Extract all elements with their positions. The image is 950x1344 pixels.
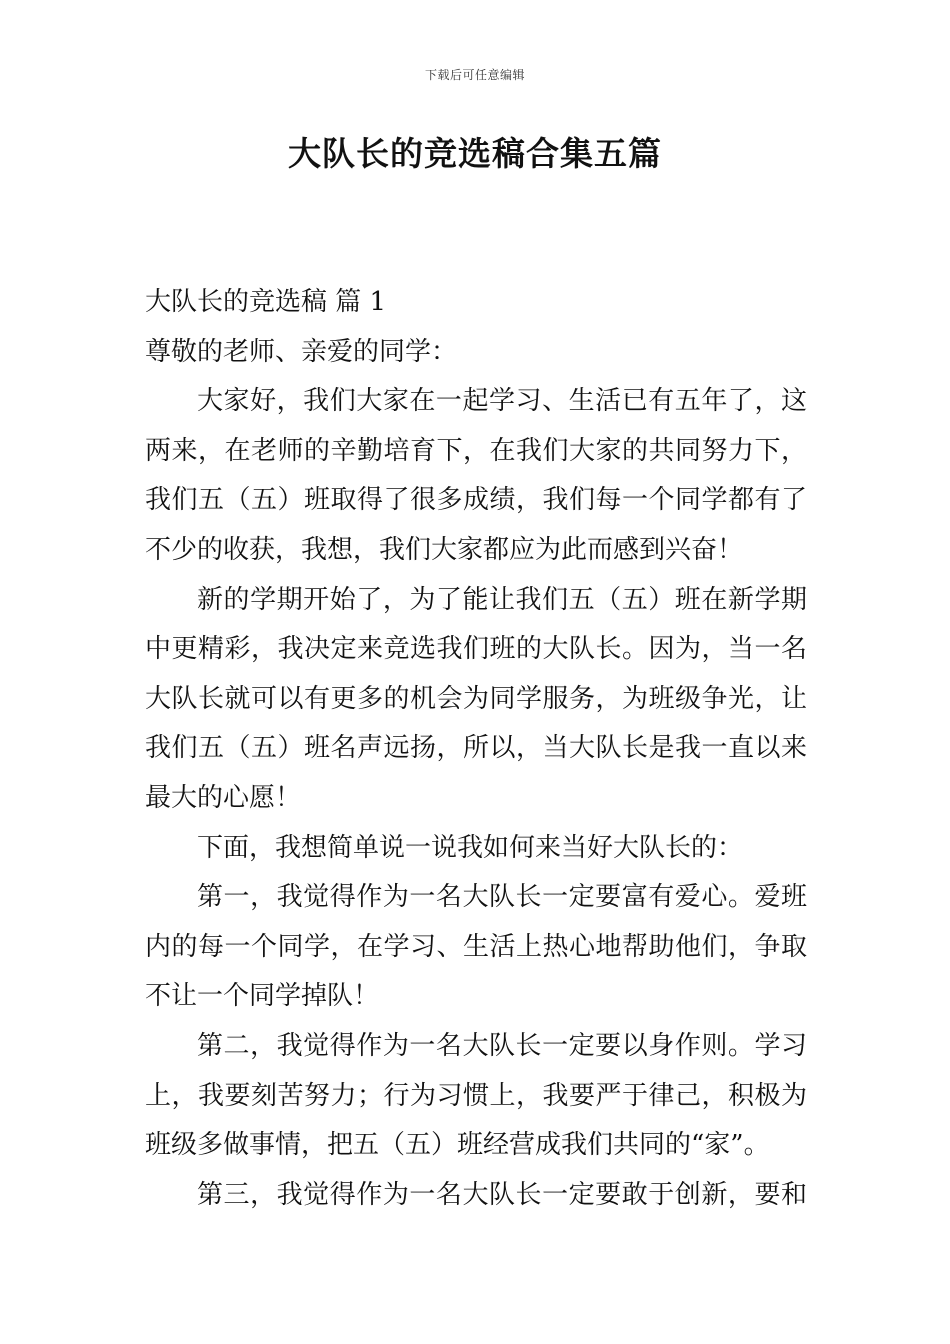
document-title: 大队长的竞选稿合集五篇 xyxy=(288,134,662,173)
body-line: 第二，我觉得作为一名大队长一定要以身作则。学习 xyxy=(197,1030,807,1061)
body-line: 大队长就可以有更多的机会为同学服务，为班级争光，让 xyxy=(145,683,807,714)
body-line: 新的学期开始了，为了能让我们五（五）班在新学期 xyxy=(197,584,807,615)
body-line: 两来，在老师的辛勤培育下，在我们大家的共同努力下， xyxy=(145,435,807,466)
body-line: 下面，我想简单说一说我如何来当好大队长的： xyxy=(197,832,744,863)
body-line: 大家好，我们大家在一起学习、生活已有五年了，这 xyxy=(197,386,807,417)
document-body xyxy=(145,278,807,1220)
body-line: 我们五（五）班名声远扬，所以，当大队长是我一直以来 xyxy=(145,733,807,764)
body-line: 中更精彩，我决定来竞选我们班的大队长。因为，当一名 xyxy=(145,634,807,665)
body-line: 第三，我觉得作为一名大队长一定要敢于创新，要和 xyxy=(197,1179,807,1210)
body-line: 第一，我觉得作为一名大队长一定要富有爱心。爱班 xyxy=(197,882,807,913)
body-line: 班级多做事情，把五（五）班经营成我们共同的“家”。 xyxy=(145,1130,770,1161)
body-line: 尊敬的老师、亲爱的同学： xyxy=(145,336,458,367)
body-line: 不让一个同学掉队！ xyxy=(145,981,380,1012)
body-line: 不少的收获，我想，我们大家都应为此而感到兴奋！ xyxy=(145,534,744,565)
body-line: 大队长的竞选稿 篇 1 xyxy=(145,287,387,317)
body-line: 上，我要刻苦努力；行为习惯上，我要严于律己，积极为 xyxy=(145,1080,807,1111)
header-note: 下载后可任意编辑 xyxy=(424,68,525,82)
body-line: 内的每一个同学，在学习、生活上热心地帮助他们，争取 xyxy=(145,931,807,962)
body-line: 我们五（五）班取得了很多成绩，我们每一个同学都有了 xyxy=(145,485,807,516)
body-line: 最大的心愿！ xyxy=(145,782,302,813)
